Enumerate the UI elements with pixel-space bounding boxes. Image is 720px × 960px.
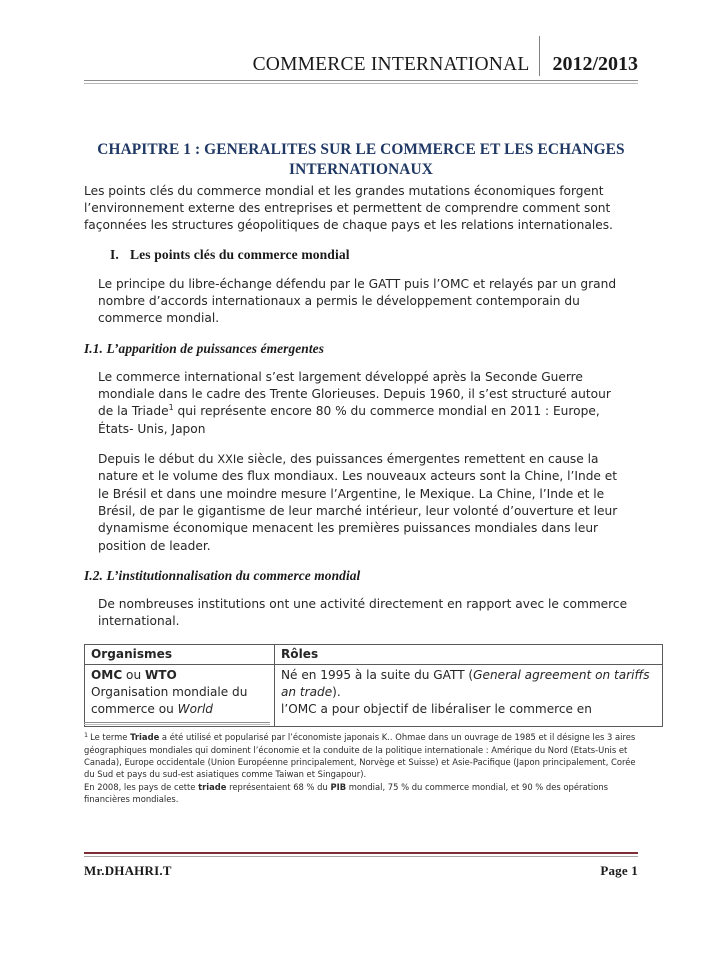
section-1-paragraph: Le principe du libre-échange défendu par le GATT puis l’OMC et relayés par un grand nombre d’accords internationaux a permis le développement contemporain du commerce mondial. xyxy=(98,276,617,326)
document-content xyxy=(84,140,650,727)
section-heading-1-label: Les points clés du commerce mondial xyxy=(130,246,350,262)
organisme-acronym-fr: OMC xyxy=(91,667,123,682)
footnote2-text-b: représentaient 68 % du xyxy=(226,781,331,792)
footnote-text-b: a été utilisé et popularisé par l’économiste japonais K.. Ohmae dans un ouvrage de 1985 et il désigne les 3 aires géographiques mondiales qui dominent l’économie et la conduite de la politique internationale : Amérique du Nord (Etats-Unis et Canada), Europe occidentale (Union Européenne principalement, Norvège et Suisse) et Asie-Pacifique (Japon principalement, Corée du Sud et pays du sud-est asiatiques comme Taiwan et Singapour). xyxy=(84,732,636,780)
page-header xyxy=(84,36,638,84)
section-heading-1-1: I.1. L’apparition de puissances émergentes xyxy=(84,340,325,356)
header-horizontal-rule xyxy=(84,80,638,84)
organismes-table xyxy=(84,644,663,727)
section-1-1-paragraph-1 xyxy=(98,369,628,438)
page-title: CHAPITRE 1 : GENERALITES SUR LE COMMERCE ET LES ECHANGES INTERNATIONAUX xyxy=(97,141,625,179)
header-academic-year: 2012/2013 xyxy=(552,53,638,75)
footnote-paragraph-1 xyxy=(84,731,638,780)
section-numeral: I. xyxy=(110,246,119,262)
footnote-area xyxy=(84,722,638,805)
header-document-title: COMMERCE INTERNATIONAL xyxy=(252,53,530,75)
table-header-roles: Rôles xyxy=(275,644,663,664)
footnote-paragraph-2 xyxy=(84,781,638,806)
section-1-1-paragraph-2 xyxy=(98,451,628,555)
table-row xyxy=(85,664,663,726)
section-heading-1 xyxy=(110,247,638,263)
organisme-conjunction: ou xyxy=(122,667,145,682)
paragraph-text-b: e siècle, des puissances émergentes remettent en cause la nature et le volume des flux mondiaux. Les nouveaux acteurs sont la Chine, l’Inde et le Brésil et dans une moindre mesure l’Argentine, le Mexique. La Chine, l’Inde et le Brésil, de par le gigantisme de leur marché intérieur, leur volonté d’ouverture et leur dynamisme économique menacent les premières puissances mondiales dans leur position de leader. xyxy=(98,451,618,553)
intro-paragraph: Les points clés du commerce mondial et les grandes mutations économiques forgent l’environnement externe des entreprises et permettent de comprendre comment sont façonnées les structures géopolitiques de chaque pays et les relations internationales. xyxy=(84,183,613,233)
table-cell-organisme xyxy=(85,664,275,726)
footnote-separator-rule xyxy=(84,722,270,725)
organisme-acronym-en: WTO xyxy=(144,667,177,682)
paragraph-text-a: Depuis le début du xyxy=(98,451,218,466)
footnote2-text-c: mondial, 75 % du commerce mondial, et 90 % des opérations financières mondiales. xyxy=(84,781,608,805)
century-roman-numeral: XXI xyxy=(217,452,237,466)
footnote-text-a: Le terme xyxy=(90,732,131,743)
paragraph-text-b: qui représente encore 80 % du commerce mondial en 2011 : Europe, États- Unis, Japon xyxy=(98,404,600,436)
table-header-organismes: Organismes xyxy=(85,644,275,664)
footer-page-number: Page 1 xyxy=(600,863,638,878)
organisme-fullname: Organisation mondiale du commerce ou xyxy=(91,684,248,717)
footnote2-term-triade: triade xyxy=(198,781,227,792)
footnote-term-triade: Triade xyxy=(130,732,160,743)
footer-row xyxy=(84,863,638,879)
table-header-row xyxy=(85,644,663,664)
section-1-2-paragraph: De nombreuses institutions ont une activité directement en rapport avec le commerce international. xyxy=(98,596,628,629)
role-text-italic: General agreement on tariffs an trade xyxy=(281,667,650,699)
table-cell-role xyxy=(275,664,663,726)
footer-author: Mr.DHAHRI.T xyxy=(84,863,172,878)
footnote2-text-a: En 2008, les pays de cette xyxy=(84,781,199,792)
section-heading-1-2: I.2. L’institutionnalisation du commerce mondial xyxy=(84,567,361,583)
role-text-line-2: l’OMC a pour objectif de libéraliser le commerce en xyxy=(281,702,592,717)
organisme-fullname-en: World xyxy=(177,702,213,717)
footer-horizontal-rule xyxy=(84,852,638,857)
footnote-reference-marker[interactable]: 1 xyxy=(168,403,174,413)
header-row xyxy=(84,36,638,74)
role-text-b: ). xyxy=(332,684,341,699)
footnote-marker: 1 xyxy=(84,730,89,739)
page-footer xyxy=(84,852,638,879)
footnote2-term-pib: PIB xyxy=(330,781,347,792)
role-text-a: Né en 1995 à la suite du GATT ( xyxy=(281,667,474,682)
paragraph-text-a: Le commerce international s’est largement développé après la Seconde Guerre mondiale dans le cadre des Trente Glorieuses. Depuis 1960, il s’est structuré autour de la Triade xyxy=(98,369,611,419)
